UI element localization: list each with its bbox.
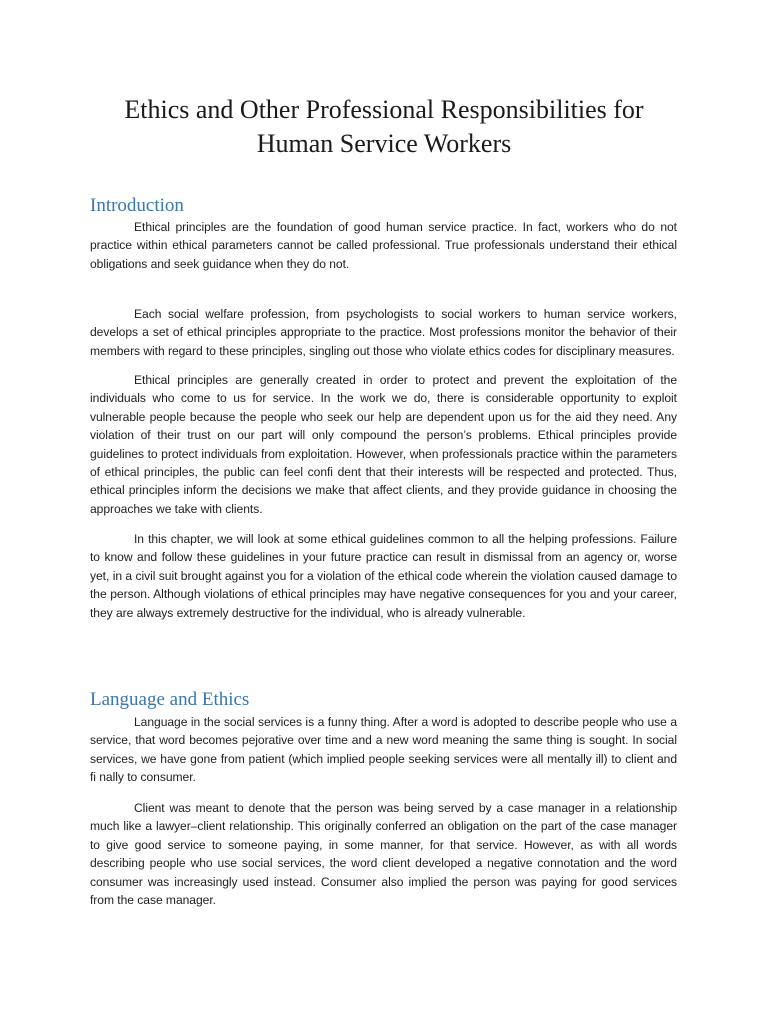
- paragraph: In this chapter, we will look at some ethical guidelines common to all the helping professions. Failure to know and follow these guidelines in your future practice can result in dismissal from an agency or, worse yet, in a civil suit brought against you for a violation of the ethical code wherein the violation caused damage to the person. Although violations of ethical principles may have negative consequences for you and your career, they are always extremely destructive for the individual, who is already vulnerable.: [90, 532, 677, 620]
- section-heading-language-and-ethics: Language and Ethics: [90, 689, 250, 710]
- paragraph: Each social welfare profession, from psychologists to social workers to human service workers, develops a set of ethical principles appropriate to the practice. Most professions monitor the behavior of their members with regard to these principles, singling out those who violate ethics codes for disciplinary measures.: [90, 307, 677, 358]
- document-title: [60, 93, 708, 161]
- document-title-line-2: Human Service Workers: [256, 129, 512, 158]
- paragraph: Ethical principles are generally created in order to protect and prevent the exploitation of the individuals who come to us for service. In the work we do, there is considerable opportunity to exploit vulnerable people because the people who seek our help are dependent upon us for the aid they need. Any violation of their trust on our part will only compound the person’s problems. Ethical principles provide guidelines to protect individuals from exploitation. However, when professionals practice within the parameters of ethical principles, the public can feel confi dent that their interests will be respected and protected. Thus, ethical principles inform the decisions we make that affect clients, and they provide guidance in choosing the approaches we take with clients.: [90, 373, 677, 516]
- section-heading-introduction: Introduction: [90, 195, 184, 216]
- paragraph: Ethical principles are the foundation of good human service practice. In fact, workers who do not practice within ethical parameters cannot be called professional. True professionals understand their ethical obligations and seek guidance when they do not.: [90, 220, 677, 271]
- paragraph: Language in the social services is a funny thing. After a word is adopted to describe people who use a service, that word becomes pejorative over time and a new word meaning the same thing is sought. In social services, we have gone from patient (which implied people seeking services were all mentally ill) to client and fi nally to consumer.: [90, 715, 677, 785]
- document-title-line-1: Ethics and Other Professional Responsibilities for: [124, 95, 644, 124]
- paragraph: Client was meant to denote that the person was being served by a case manager in a relationship much like a lawyer–client relationship. This originally conferred an obligation on the part of the case manager to give good service to someone paying, in some manner, for that service. However, as with all words describing people who use social services, the word client developed a negative connotation and the word consumer was increasingly used instead. Consumer also implied the person was paying for good services from the case manager.: [90, 801, 677, 908]
